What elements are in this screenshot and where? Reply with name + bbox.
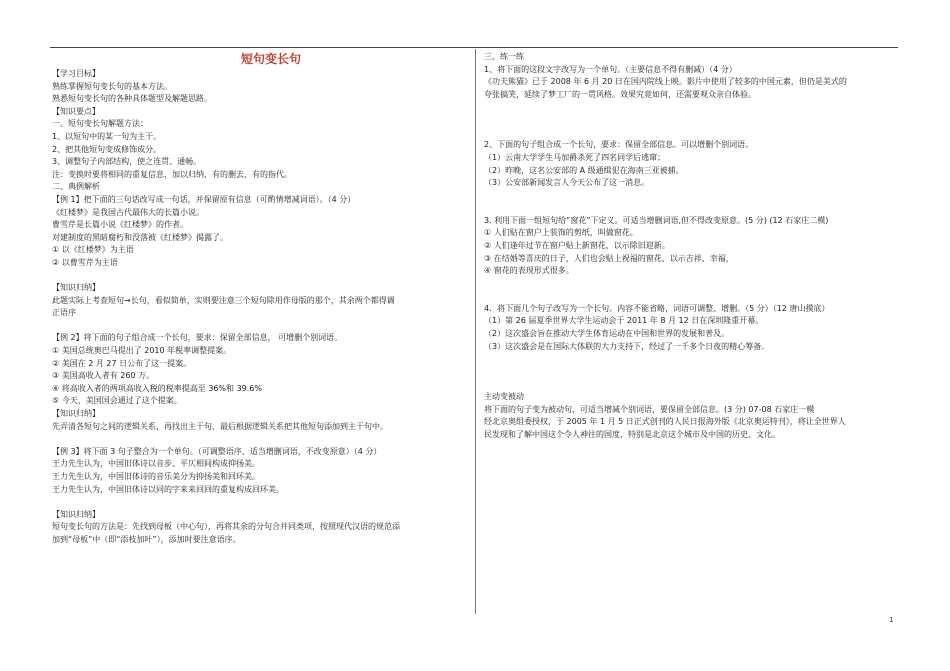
text-line: （1）第 26 届夏季世界大学生运动会于 2011 年 8 月 12 日在深圳隆重开幕。 <box>484 316 764 326</box>
left-column <box>52 51 470 547</box>
text-line: 3、调整句子内部结构，使之连贯、通畅。 <box>52 157 202 167</box>
exercise-block <box>484 51 899 101</box>
text-line: ③ 在结婚等喜庆的日子，人们也会贴上祝福的窗花，以示吉祥、幸福， <box>484 253 734 263</box>
text-line: （3）公安部新闻发言人今天公布了这一消息。 <box>484 178 650 188</box>
text-line <box>52 320 470 333</box>
text-line: ④ 窗花的表现形式很多。 <box>484 266 574 276</box>
text-line: 【例 1】把下面的三句话改写成一句话，并保留原有信息（可酌情增减词语）。（4 分） <box>52 194 356 204</box>
text-line: 2、下面的句子组合成一个长句，要求：保留全部信息。可以增删个别词语。 <box>484 140 754 150</box>
text-line: 正语序 <box>52 308 76 318</box>
text-line: 短句变长句的方法是：先找到母板（中心句），再将其余的分句合并同类项，按照现代汉语的规范添 <box>52 522 400 532</box>
text-line: ② 以曹雪芹为主语 <box>52 257 118 267</box>
text-line: 民发现和了解中国这个令人神往的国度，特别是北京这个城市及中国的历史、文化。 <box>484 429 780 439</box>
block-spacer <box>484 101 899 139</box>
text-line: 加到“母板”中（即“添枝加叶”），添加时要注意语序。 <box>52 534 241 544</box>
text-line: ① 以《红楼梦》为主语 <box>52 245 134 255</box>
exercise-block <box>484 139 899 189</box>
text-line <box>52 496 470 509</box>
text-line: 二、典例解析 <box>52 182 100 192</box>
text-line: 1、将下面的这段文字改写为一个单句。（主要信息不得有删减）（4 分） <box>484 64 737 74</box>
text-line: 2、把其他短句变成修饰成分。 <box>52 144 162 154</box>
text-line: 《功夫熊猫》已于 2008 年 6 月 20 日在国内院线上映。影片中使用了较多的中国元素，但仍是美式的 <box>484 77 847 87</box>
page-number: 1 <box>889 616 894 624</box>
text-line: （2）昨晚，这名公安部的 A 级通缉犯在海南三亚被捕。 <box>484 165 684 175</box>
text-line: 王力先生认为，中国旧体诗以同的字来来回回的重复构成回环美。 <box>52 484 284 494</box>
text-line: ④ 将高收入者的两项高收入税的税率提高至 36%和 39.6% <box>52 383 262 393</box>
text-line: 【知识归纳】 <box>52 409 100 419</box>
text-line: 注：变换时要将相同的重复信息，加以归纳，有的删去，有的指代。 <box>52 169 292 179</box>
top-rule <box>50 47 898 48</box>
text-line: 【例 2】将下面的句子组合成一个长句，要求：保留全部信息， 可增删个别词语。 <box>52 333 343 343</box>
text-line: 4．将下面几个句子改写为一个长句。内容不能省略，词语可调整、增删。（5 分）（12 唐山摸底） <box>484 303 830 313</box>
text-line: 王力先生认为，中国旧体诗的音乐美分为抑扬美和回环美。 <box>52 472 260 481</box>
text-line: 《红楼梦》是我国古代最伟大的长篇小说。 <box>52 207 204 217</box>
text-line: 对建制度的黑暗腐朽和没落被《红楼梦》揭露了。 <box>52 232 228 242</box>
text-line: ③ 美国高收入者有 260 万。 <box>52 371 155 381</box>
text-line: 此题实际上考查短句→长句，看似简单，实则要注意三个短句除用作母版的那个，其余两个都得调 <box>52 295 395 305</box>
text-line: 【知识归纳】 <box>52 509 100 519</box>
text-line: ② 人们逢年过节在窗户贴上新窗花，以示除旧迎新。 <box>484 240 670 250</box>
text-line: 将下面的句子变为被动句，可适当增减个别词语，要保留全部信息。(3 分) 07-08 石家庄一模 <box>484 404 815 414</box>
text-line: 主动变被动 <box>484 392 524 402</box>
document-title: 短句变长句 <box>240 52 301 66</box>
text-line: 曹雪芹是长篇小说《红楼梦》的作者。 <box>52 220 188 230</box>
exercise-block <box>484 391 899 441</box>
text-line: 熟悉短句变长句的各种具体题型及解题思路。 <box>52 94 212 104</box>
block-spacer <box>484 278 899 303</box>
text-line: ② 美国在 2 月 27 日公布了这一提案。 <box>52 358 192 368</box>
text-line: 【知识要点】 <box>52 106 100 116</box>
text-line: 夸张搞笑，延续了梦工厂的一贯风格。效果究竟如何，还需要观众亲自体验。 <box>484 89 756 99</box>
text-line: ⑤ 今天，美国国会通过了这个提案。 <box>52 396 182 406</box>
text-line: ① 美国总统奥巴马提出了 2010 年税率调整提案。 <box>52 346 232 356</box>
text-line: 【学习目标】 <box>52 69 100 78</box>
text-line <box>52 270 470 283</box>
text-line <box>52 433 470 446</box>
right-column <box>484 51 899 441</box>
text-line: 先弄清各短句之间的逻辑关系，再找出主干句，最后根据逻辑关系把其他短句添加到主干句中。 <box>52 421 388 431</box>
text-line: （2）这次盛会旨在推动大学生体育运动在中国和世界的发展和普及。 <box>484 328 730 338</box>
text-line: 熟练掌握短句变长句的基本方法。 <box>52 81 172 91</box>
text-line: 一、短句变长句解题方法： <box>52 119 148 129</box>
text-line: 1、以短句中的某一句为主干。 <box>52 131 162 141</box>
block-spacer <box>484 353 899 391</box>
exercise-block <box>484 215 899 278</box>
text-line: （3）这次盛会是在国际大体联的大力支持下，经过了一千多个日夜的精心筹备。 <box>484 341 770 351</box>
text-line: 3. 利用下面一组短句给“窗花”下定义。可适当增删词语,但不得改变原意。(5 分) (12 石家庄二模) <box>484 215 829 225</box>
exercise-block <box>484 303 899 353</box>
text-line: 【例 3】将下面 3 句子整合为一个单句。（可调整语序、适当增删词语，不改变原意）（4 分） <box>52 446 382 456</box>
left-column-text <box>52 68 470 547</box>
text-line: 经北京奥组委授权，于 2005 年 1 月 5 日正式创刊的人民日报海外版《北京奥运特刊》，将让全世界人 <box>484 417 846 427</box>
text-line: ① 人们贴在窗户上装饰的剪纸，叫做窗花。 <box>484 228 638 238</box>
block-spacer <box>484 190 899 215</box>
text-line: 【知识归纳】 <box>52 283 100 293</box>
column-divider <box>475 49 476 614</box>
text-line: 王力先生认为，中国旧体诗以音步、平仄相间构成抑扬美。 <box>52 459 260 469</box>
text-line: 三、练一练 <box>484 52 524 61</box>
text-line: （1）云南大学学生马加爵杀死了四名同学后逃窜； <box>484 152 666 162</box>
